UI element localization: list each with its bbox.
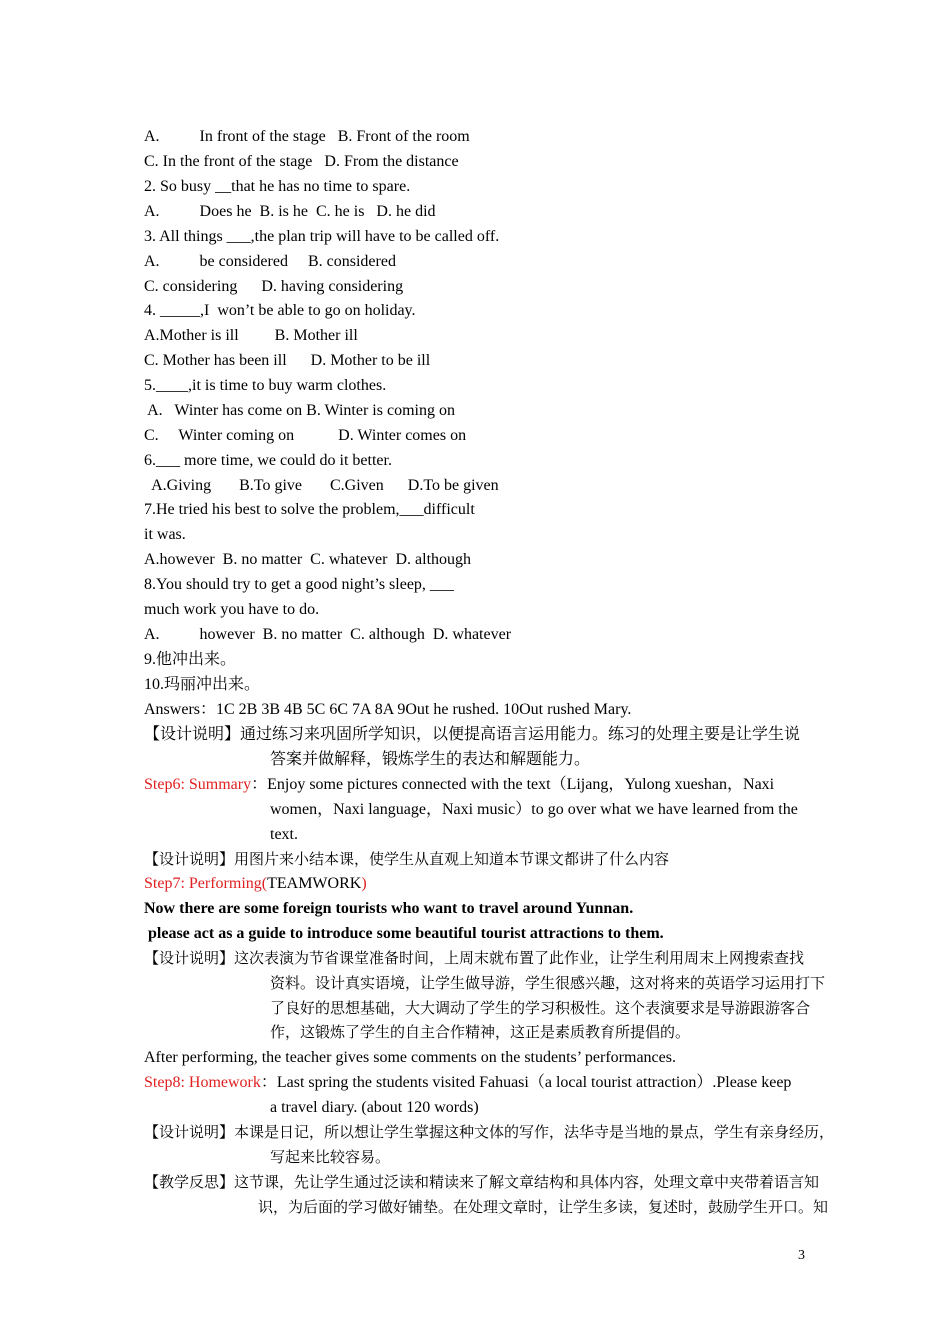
design-note-label: 【设计说明】 bbox=[144, 1125, 235, 1141]
step8-label: Step8: Homework bbox=[144, 1074, 261, 1091]
page-number: 3 bbox=[798, 1248, 805, 1263]
reflection-text: 这节课，先让学生通过泛读和精读来了解文章结构和具体内容，处理文章中夹带着语言知 bbox=[234, 1175, 820, 1191]
step7-paren: TEAMWORK bbox=[267, 875, 362, 892]
option-line: A. In front of the stage B. Front of the room bbox=[144, 128, 470, 145]
option-line: A. Winter has come on B. Winter is coming on bbox=[144, 402, 455, 419]
question-line: 3. All things ___,the plan trip will have to be called off. bbox=[144, 228, 500, 245]
design-note bbox=[144, 949, 804, 969]
question-line: 7.He tried his best to solve the problem,___difficult bbox=[144, 501, 475, 518]
step6-label: Step6: Summary bbox=[144, 776, 252, 793]
design-note-cont: 资料。设计真实语境，让学生做导游，学生很感兴趣，这对将来的英语学习运用打下 bbox=[270, 976, 826, 992]
question-line: 10.玛丽冲出来。 bbox=[144, 676, 261, 693]
option-line: C. In the front of the stage D. From the distance bbox=[144, 153, 459, 170]
step7-close: ) bbox=[361, 875, 367, 892]
step6-text: ：Enjoy some pictures connected with the text（Lijang，Yulong xueshan，Naxi bbox=[251, 776, 775, 793]
option-line: A.however B. no matter C. whatever D. although bbox=[144, 551, 472, 568]
option-line: A.Giving B.To give C.Given D.To be given bbox=[144, 477, 499, 494]
after-performing-line: After performing, the teacher gives some comments on the students’ performances. bbox=[144, 1049, 676, 1066]
option-line: A.Mother is ill B. Mother ill bbox=[144, 327, 358, 344]
option-line: C. Mother has been ill D. Mother to be ill bbox=[144, 352, 431, 369]
question-line: 9.他冲出来。 bbox=[144, 651, 237, 668]
design-note-label: 【设计说明】 bbox=[144, 726, 241, 743]
step6-cont: text. bbox=[270, 826, 298, 843]
design-note: 【设计说明】用图片来小结本课，使学生从直观上知道本节课文都讲了什么内容 bbox=[144, 852, 670, 868]
option-line: C. Winter coming on D. Winter comes on bbox=[144, 427, 467, 444]
reflection-cont: 识，为后面的学习做好铺垫。在处理文章时，让学生多读，复述时，鼓励学生开口。知 bbox=[258, 1200, 829, 1216]
option-line: A. be considered B. considered bbox=[144, 253, 396, 270]
question-line: much work you have to do. bbox=[144, 601, 320, 618]
step6-cont: women，Naxi language，Naxi music）to go over what we have learned from the bbox=[270, 801, 798, 818]
design-note-text: 本课是日记，所以想让学生掌握这种文体的写作，法华寺是当地的景点，学生有亲身经历， bbox=[234, 1125, 835, 1141]
answers-line: Answers：1C 2B 3B 4B 5C 6C 7A 8A 9Out he rushed. 10Out rushed Mary. bbox=[144, 701, 632, 718]
step8-text: ：Last spring the students visited Fahuasi（a local tourist attraction）.Please keep bbox=[260, 1074, 792, 1091]
design-note-cont: 写起来比较容易。 bbox=[270, 1150, 391, 1166]
question-line: 8.You should try to get a good night’s sleep, ___ bbox=[144, 576, 454, 593]
design-note-cont: 了良好的思想基础，大大调动了学生的学习积极性。这个表演要求是导游跟游客合 bbox=[270, 1001, 811, 1017]
option-line: A. however B. no matter C. although D. whatever bbox=[144, 626, 512, 643]
design-note-label: 【设计说明】 bbox=[144, 951, 235, 967]
step8-cont: a travel diary. (about 120 words) bbox=[270, 1099, 479, 1116]
question-line: it was. bbox=[144, 526, 186, 543]
reflection-note bbox=[144, 1173, 819, 1193]
step6-line bbox=[144, 775, 774, 795]
step7-line bbox=[144, 874, 367, 894]
question-line: 2. So busy __that he has no time to spare. bbox=[144, 178, 411, 195]
design-note-text: 这次表演为节省课堂准备时间，上周末就布置了此作业，让学生利用周末上网搜索查找 bbox=[234, 951, 805, 967]
question-line: 4. _____,I won’t be able to go on holiday. bbox=[144, 302, 416, 319]
question-line: 6.___ more time, we could do it better. bbox=[144, 452, 392, 469]
design-note-text: 通过练习来巩固所学知识，以便提高语言运用能力。练习的处理主要是让学生说 bbox=[240, 726, 801, 743]
step7-label: Step7: Performing( bbox=[144, 875, 268, 892]
option-line: A. Does he B. is he C. he is D. he did bbox=[144, 203, 436, 220]
step7-bold-line: please act as a guide to introduce some beautiful tourist attractions to them. bbox=[144, 925, 664, 942]
step8-line bbox=[144, 1073, 791, 1093]
step7-bold-line: Now there are some foreign tourists who want to travel around Yunnan. bbox=[144, 900, 634, 917]
option-line: C. considering D. having considering bbox=[144, 278, 404, 295]
question-line: 5.____,it is time to buy warm clothes. bbox=[144, 377, 387, 394]
reflection-label: 【教学反思】 bbox=[144, 1175, 235, 1191]
design-note bbox=[144, 725, 800, 745]
design-note-cont: 作，这锻炼了学生的自主合作精神，这正是素质教育所提倡的。 bbox=[270, 1025, 691, 1041]
design-note bbox=[144, 1123, 834, 1143]
design-note-cont: 答案并做解释，锻炼学生的表达和解题能力。 bbox=[270, 751, 591, 768]
